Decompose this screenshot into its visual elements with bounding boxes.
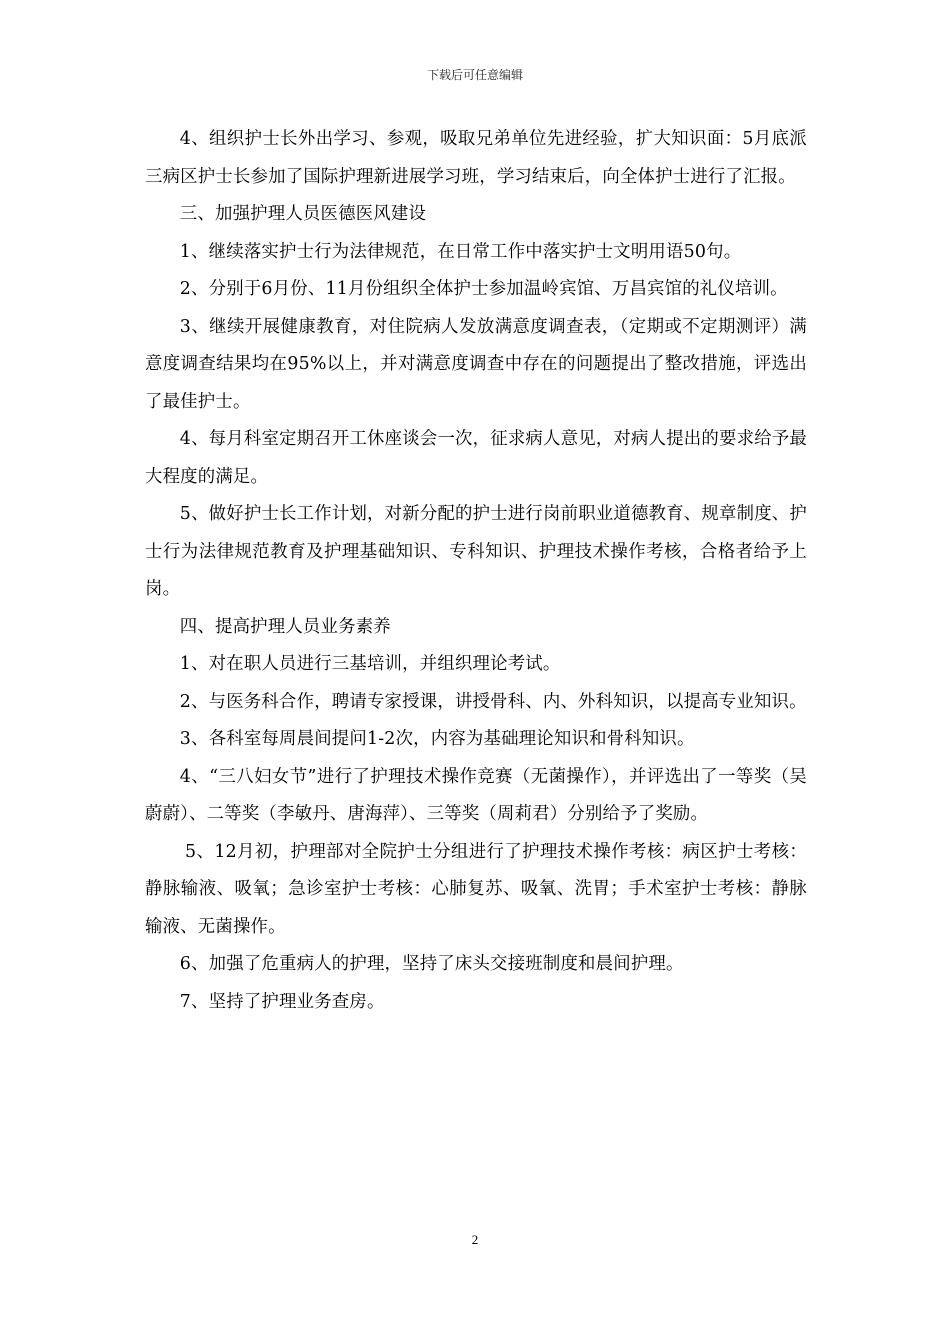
page-header-note: 下载后可任意编辑 — [426, 68, 523, 82]
paragraph-item-4-skills-competition: 4、“三八妇女节”进行了护理技术操作竞赛（无菌操作），并评选出了一等奖（吴蔚蔚）、二等奖（李敏丹、唐海萍）、三等奖（周莉君）分别给予了奖励。 — [145, 766, 807, 824]
paragraph-item-4-patient-meetings: 4、每月科室定期召开工休座谈会一次，征求病人意见，对病人提出的要求给予最大程度的满足。 — [145, 429, 807, 487]
document-body — [145, 121, 807, 1021]
paragraph-item-6-critical-care: 6、加强了危重病人的护理，坚持了床头交接班制度和晨间护理。 — [179, 954, 684, 974]
section-heading-medical-ethics: 三、加强护理人员医德医风建设 — [179, 204, 427, 224]
paragraph-item-3-morning-quiz: 3、各科室每周晨间提问1-2次，内容为基础理论知识和骨科知识。 — [179, 729, 695, 749]
paragraph-item-1-code-of-conduct: 1、继续落实护士行为法律规范，在日常工作中落实护士文明用语50句。 — [179, 241, 742, 262]
paragraph-item-4-study-visit: 4、组织护士长外出学习、参观，吸取兄弟单位先进经验，扩大知识面：5月底派三病区护士长参加了国际护理新进展学习班，学习结束后，向全体护士进行了汇报。 — [145, 129, 807, 187]
paragraph-item-3-health-education: 3、继续开展健康教育，对住院病人发放满意度调查表，（定期或不定期测评）满意度调查结果均在95%以上，并对满意度调查中存在的问题提出了整改措施，评选出了最佳护士。 — [145, 316, 807, 412]
paragraph-item-7-ward-rounds: 7、坚持了护理业务查房。 — [179, 991, 385, 1012]
section-heading-professional-quality: 四、提高护理人员业务素养 — [179, 616, 391, 637]
paragraph-item-5-work-plan: 5、做好护士长工作计划，对新分配的护士进行岗前职业道德教育、规章制度、护士行为法律规范教育及护理基础知识、专科知识、护理技术操作考核，合格者给予上岗。 — [145, 504, 807, 599]
paragraph-item-5-skills-assessment: 5、12月初，护理部对全院护士分组进行了护理技术操作考核：病区护士考核：静脉输液、吸氧；急诊室护士考核：心肺复苏、吸氧、洗胃；手术室护士考核：静脉输液、无菌操作。 — [145, 841, 807, 937]
paragraph-item-2-expert-lectures: 2、与医务科合作，聘请专家授课，讲授骨科、内、外科知识，以提高专业知识。 — [179, 691, 807, 712]
paragraph-item-2-etiquette-training: 2、分别于6月份、11月份组织全体护士参加温岭宾馆、万昌宾馆的礼仪培训。 — [179, 279, 788, 299]
page-number: 2 — [471, 1232, 479, 1247]
paragraph-item-1-basic-training: 1、对在职人员进行三基培训，并组织理论考试。 — [179, 654, 561, 674]
